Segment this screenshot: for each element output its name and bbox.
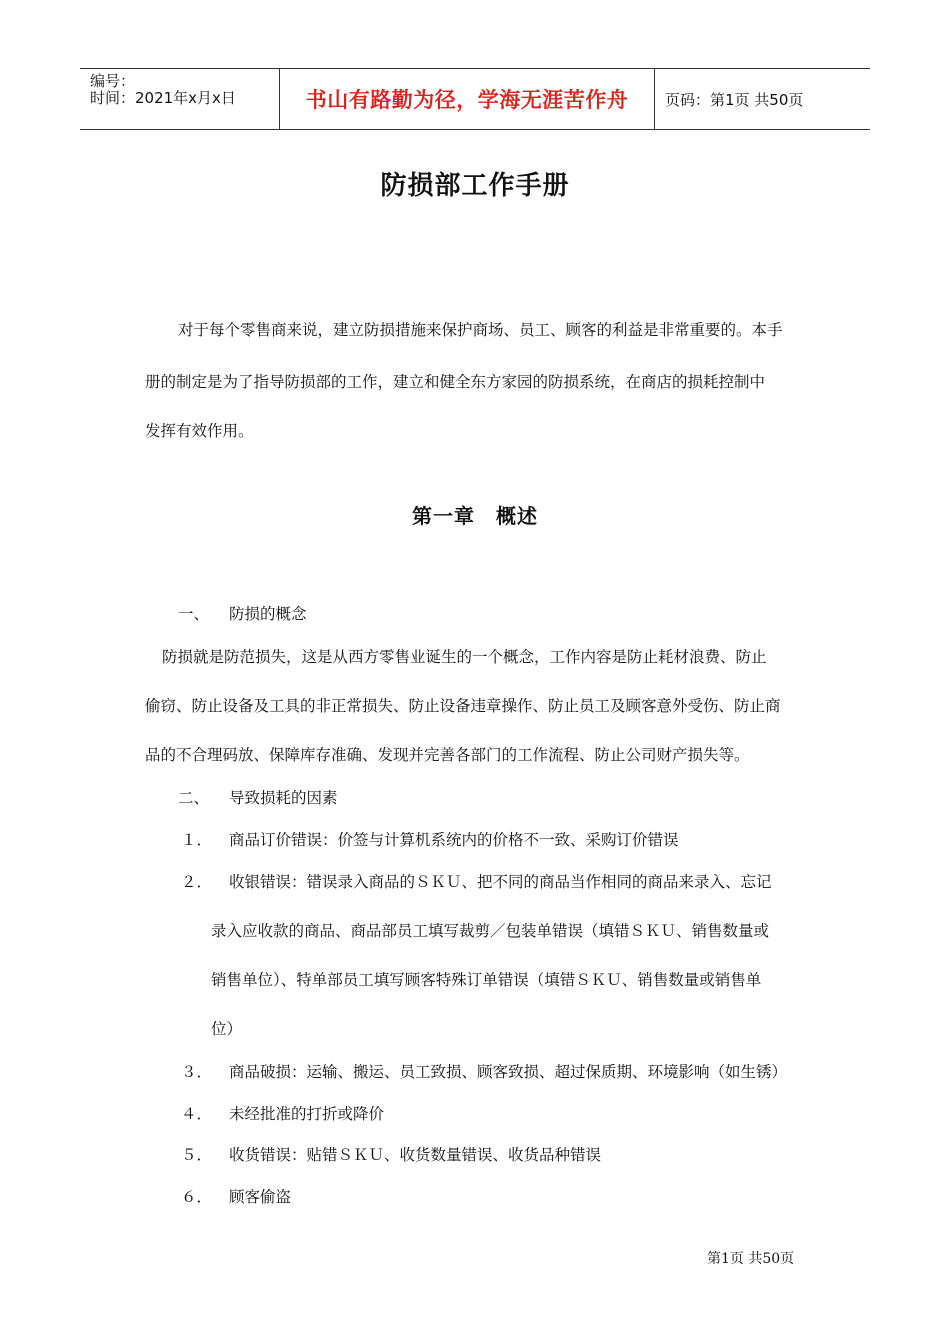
list-item-3-text: 商品破损：运输、搬运、员工致损、顾客致损、超过保质期、环境影响（如生锈） (229, 1063, 788, 1081)
list-item-4-number: ４． (181, 1105, 213, 1123)
list-item-2-number: ２． (181, 873, 213, 891)
list-item-2-line-2: 录入应收款的商品、商品部员工填写裁剪／包装单错误（填错ＳＫＵ、销售数量或 (211, 922, 770, 940)
chapter-heading: 第一章 概述 (412, 504, 538, 528)
section-2-heading: 导致损耗的因素 (229, 789, 338, 807)
section-1-number: 一、 (178, 605, 210, 623)
list-item-5-number: ５． (181, 1146, 213, 1164)
list-item-1-number: １． (181, 831, 213, 849)
intro-line-3: 发挥有效作用。 (145, 422, 254, 440)
section-1-heading: 防损的概念 (229, 605, 307, 623)
intro-line-2: 册的制定是为了指导防损部的工作，建立和健全东方家园的防损系统，在商店的损耗控制中 (145, 373, 766, 391)
list-item-5-text: 收货错误：贴错ＳＫＵ、收货数量错误、收货品种错误 (229, 1146, 602, 1164)
header-page-info: 页码：第1页 共50页 (665, 90, 804, 109)
document-title: 防损部工作手册 (380, 171, 570, 201)
section-1-line-1: 防损就是防范损失，这是从西方零售业诞生的一个概念，工作内容是防止耗材浪费、防止 (162, 648, 767, 666)
section-1-line-2: 偷窃、防止设备及工具的非正常损失、防止设备违章操作、防止员工及顾客意外受伤、防止商 (145, 697, 781, 715)
intro-line-1: 对于每个零售商来说，建立防损措施来保护商场、员工、顾客的利益是非常重要的。本手 (178, 321, 783, 339)
page-footer: 第1页 共50页 (707, 1251, 795, 1267)
number-label: 编号： (90, 72, 136, 90)
list-item-6-text: 顾客偷盗 (229, 1188, 292, 1206)
list-item-4-text: 未经批准的打折或降价 (229, 1105, 385, 1123)
list-item-2-line-1: 收银错误：错误录入商品的ＳＫＵ、把不同的商品当作相同的商品来录入、忘记 (229, 873, 772, 891)
list-item-1-text: 商品订价错误：价签与计算机系统内的价格不一致、采购订价错误 (229, 831, 679, 849)
header-meta (80, 69, 280, 129)
document-header (80, 68, 870, 130)
list-item-3-number: ３． (181, 1063, 213, 1081)
list-item-2-line-3: 销售单位）、特单部员工填写顾客特殊订单错误（填错ＳＫＵ、销售数量或销售单 (211, 971, 762, 989)
time-label: 时间：2021年x月x日 (90, 89, 236, 107)
list-item-2-line-4: 位） (211, 1020, 243, 1038)
list-item-6-number: ６． (181, 1188, 213, 1206)
section-1-line-3: 品的不合理码放、保障库存准确、发现并完善各部门的工作流程、防止公司财产损失等。 (145, 746, 750, 764)
section-2-number: 二、 (178, 789, 210, 807)
header-motto: 书山有路勤为径，学海无涯苦作舟 (280, 69, 655, 129)
